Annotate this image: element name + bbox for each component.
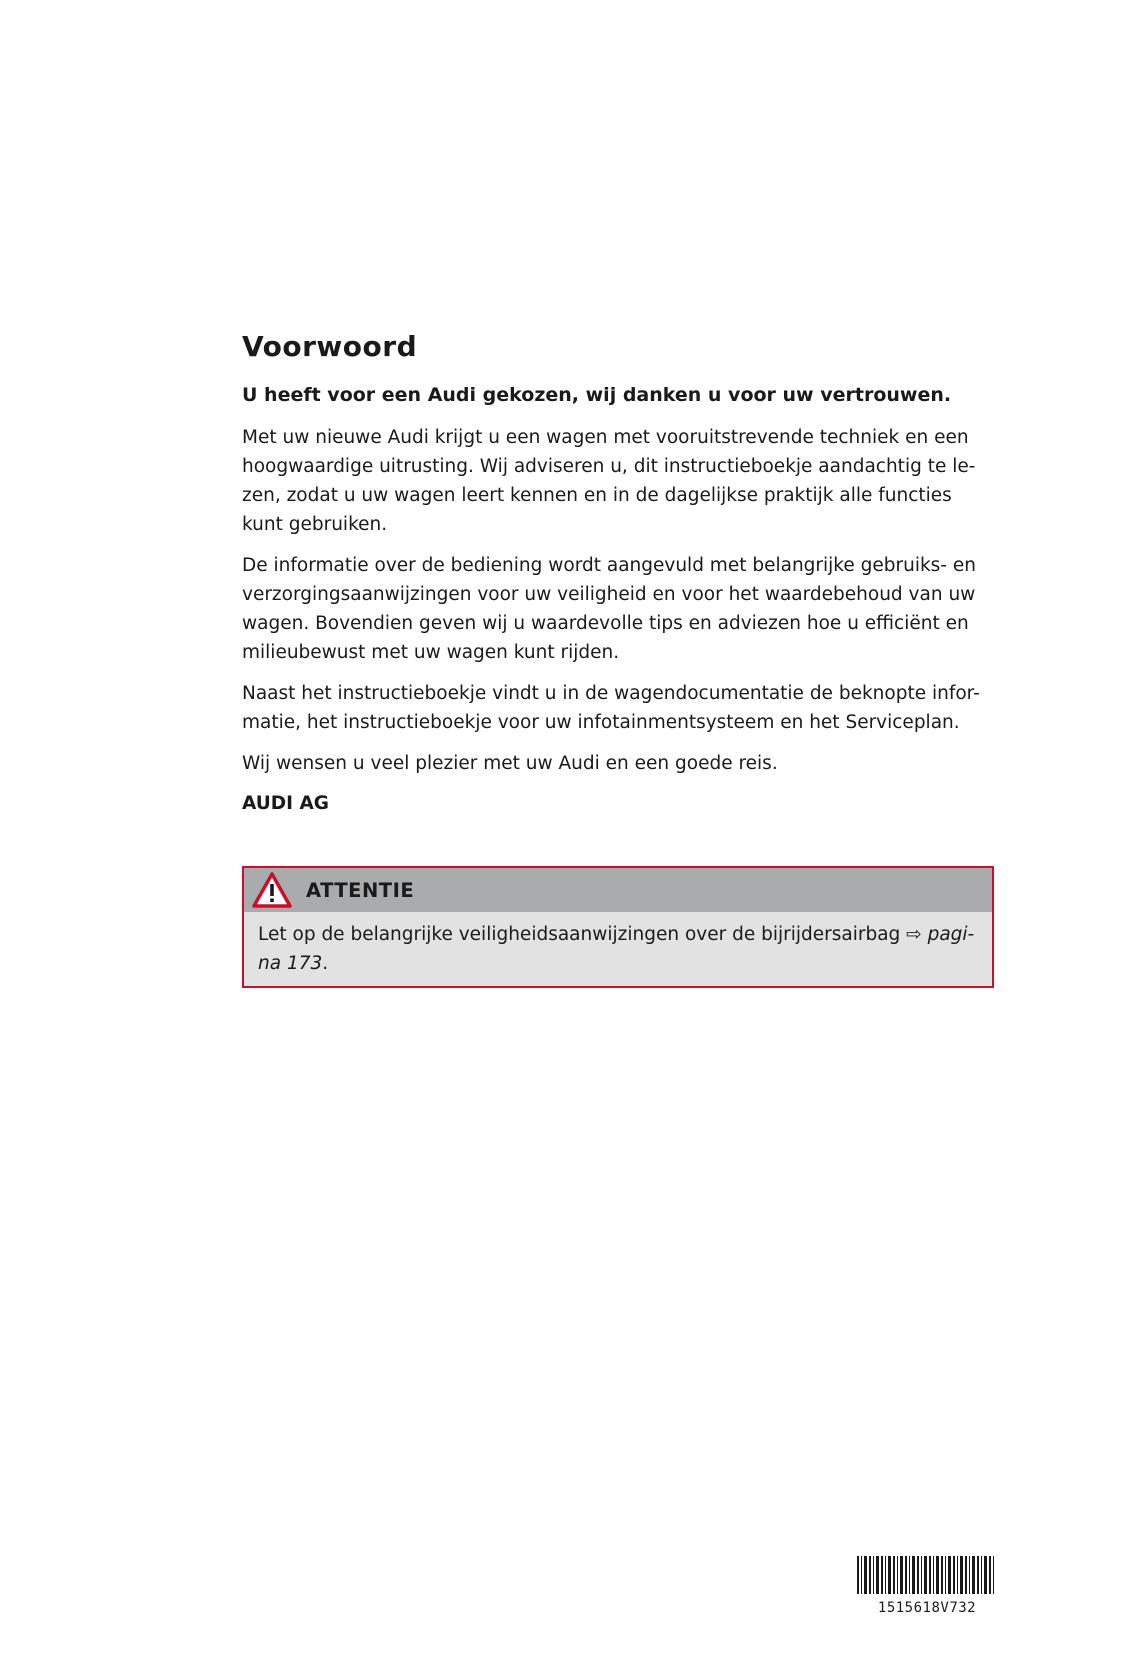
barcode-block [856, 1556, 998, 1616]
warning-text: Let op de belangrijke veiligheidsaanwijzingen over de bijrijdersairbag [258, 924, 907, 945]
barcode-bar [981, 1556, 982, 1594]
page-reference-continued[interactable]: na 173 [258, 953, 323, 974]
page-reference[interactable]: pagi- [927, 924, 975, 945]
warning-triangle-icon [252, 872, 292, 908]
barcode-bar [888, 1556, 891, 1594]
barcode-bar [972, 1556, 975, 1594]
paragraph-line: Naast het instructieboekje vindt u in de wagendocumentatie de beknopte infor- [242, 683, 980, 704]
barcode-bar [873, 1556, 874, 1594]
paragraph-line: verzorgingsaanwijzingen voor uw veiligheid en voor het waardebehoud van uw [242, 584, 976, 605]
barcode-bar [885, 1556, 886, 1594]
paragraph-3 [242, 679, 997, 737]
barcode-bar [989, 1556, 991, 1594]
barcode-bar [936, 1556, 939, 1594]
paragraph-line: zen, zodat u uw wagen leert kennen en in de dagelijkse praktijk alle functies [242, 485, 952, 506]
barcode-bar [941, 1556, 943, 1594]
paragraph-line: hoogwaardige uitrusting. Wij adviseren u, dit instructieboekje aandachtig te le- [242, 456, 976, 477]
warning-box [242, 866, 994, 988]
barcode-number: 1515618V732 [877, 1600, 977, 1616]
warning-header [244, 868, 992, 912]
page-reference-arrow-icon: ⇨ [906, 924, 922, 945]
barcode-icon [856, 1556, 998, 1594]
barcode-bar [912, 1556, 915, 1594]
barcode-bar [897, 1556, 898, 1594]
barcode-bar [909, 1556, 910, 1594]
barcode-bar [876, 1556, 879, 1594]
page-title: Voorwoord [242, 330, 418, 363]
barcode-bar [921, 1556, 922, 1594]
barcode-bar [924, 1556, 927, 1594]
barcode-bar [893, 1556, 895, 1594]
paragraph-2 [242, 551, 997, 667]
paragraph-line: Wij wensen u veel plezier met uw Audi en een goede reis. [242, 753, 778, 774]
barcode-bar [969, 1556, 970, 1594]
barcode-bar [933, 1556, 934, 1594]
barcode-bar [984, 1556, 987, 1594]
subtitle: U heeft voor een Audi gekozen, wij danken u voor uw vertrouwen. [242, 384, 952, 406]
barcode-bar [861, 1556, 862, 1594]
warning-line-2 [258, 949, 978, 978]
barcode-bar [945, 1556, 946, 1594]
paragraph-line: milieubewust met uw wagen kunt rijden. [242, 642, 620, 663]
barcode-bar [917, 1556, 919, 1594]
barcode-bar [960, 1556, 963, 1594]
barcode-bar [993, 1556, 994, 1594]
barcode-bar [929, 1556, 931, 1594]
paragraph-line: De informatie over de bediening wordt aangevuld met belangrijke gebruiks- en [242, 555, 976, 576]
warning-line-1 [258, 920, 978, 949]
warning-body [244, 912, 992, 986]
paragraph-line: matie, het instructieboekje voor uw infotainmentsysteem en het Serviceplan. [242, 712, 960, 733]
barcode-bar [965, 1556, 967, 1594]
paragraph-line: kunt gebruiken. [242, 514, 388, 535]
paragraph-line: wagen. Bovendien geven wij u waardevolle tips en adviezen hoe u efficiënt en [242, 613, 969, 634]
paragraph-1 [242, 423, 997, 539]
barcode-bar [953, 1556, 955, 1594]
warning-period: . [322, 953, 329, 974]
paragraph-4 [242, 749, 997, 778]
signature: AUDI AG [242, 793, 329, 814]
barcode-bar [948, 1556, 951, 1594]
barcode-bar [864, 1556, 867, 1594]
barcode-bar [857, 1556, 859, 1594]
barcode-bar [881, 1556, 883, 1594]
barcode-bar [977, 1556, 979, 1594]
document-body [242, 330, 997, 818]
warning-title: ATTENTIE [306, 878, 415, 902]
barcode-bar [905, 1556, 907, 1594]
paragraph-line: Met uw nieuwe Audi krijgt u een wagen met vooruitstrevende techniek en een [242, 427, 969, 448]
barcode-bar [869, 1556, 871, 1594]
barcode-bar [900, 1556, 903, 1594]
barcode-bar [957, 1556, 958, 1594]
